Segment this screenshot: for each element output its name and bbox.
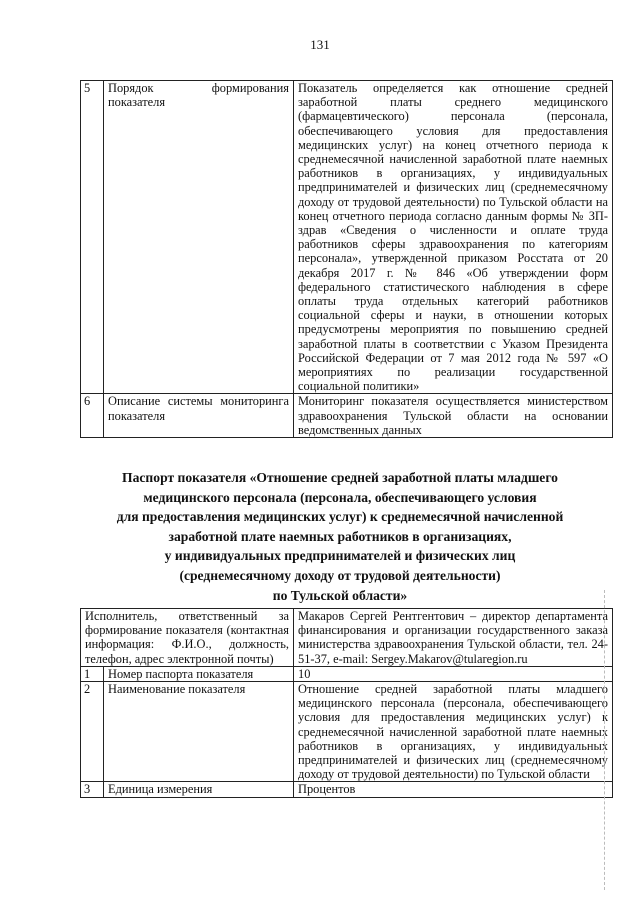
heading-line: (среднемесячному доходу от трудовой деятельности) xyxy=(179,567,501,583)
passport-table xyxy=(80,608,613,798)
table-row xyxy=(81,682,613,782)
scan-margin-line xyxy=(604,590,606,890)
table-row xyxy=(81,666,613,681)
table-row xyxy=(81,782,613,797)
row-label: Номер паспорта показателя xyxy=(104,666,294,681)
heading-line: заработной плате наемных работников в организациях, xyxy=(168,528,512,544)
row-label: Порядок формирования показателя xyxy=(104,81,294,394)
indicator-table-continued xyxy=(80,80,613,438)
row-text: Процентов xyxy=(294,782,613,797)
row-label: Единица измерения xyxy=(104,782,294,797)
heading-line: медицинского персонала (персонала, обеспечивающего условия xyxy=(143,489,537,505)
passport-heading xyxy=(60,468,620,605)
row-number: 2 xyxy=(81,682,104,782)
heading-line: у индивидуальных предпринимателей и физических лиц xyxy=(164,548,516,564)
table-row xyxy=(81,394,613,438)
heading-line: Паспорт показателя «Отношение средней заработной платы младшего xyxy=(122,470,558,485)
table-row xyxy=(81,609,613,667)
row-text: Мониторинг показателя осуществляется министерством здравоохранения Тульской области на основании ведомственных данных xyxy=(294,394,613,438)
row-text: Показатель определяется как отношение средней заработной платы среднего медицинского (фармацевтического) персонала (персонала, обеспечивающего условия для предоставления медицинских услуг) на конец отчетного периода к среднемесячной начисленной заработной плате наемных работников в организациях, у индивидуальных предпринимателей и физических лиц (среднемесячному доходу от трудовой деятельности) по Тульской области на конец отчетного периода согласно данным формы № ЗП-здрав «Сведения о численности и оплате труда работников сферы здравоохранения по категориям персонала», утвержденной приказом Росстата от 20 декабря 2017 г. № 846 «Об утверждении форм федерального статистического наблюдения в сфере оплаты труда отдельных категорий работников социальной сферы и науки, в отношении которых предусмотрены мероприятия по повышению средней заработной платы в соответствии с Указом Президента Российской Федерации от 7 мая 2012 года № 597 «О мероприятиях по реализации государственной социальной политики» xyxy=(294,81,613,394)
table-row xyxy=(81,81,613,394)
row-text: Отношение средней заработной платы младшего медицинского персонала (персонала, обеспечивающего условия для предоставления медицинских услуг) к среднемесячной начисленной заработной плате наемных работников в организациях, у индивидуальных предпринимателей и физических лиц (среднемесячному доходу от трудовой деятельности) по Тульской области xyxy=(294,682,613,782)
page-number: 131 xyxy=(310,37,330,52)
row-number: 3 xyxy=(81,782,104,797)
heading-line: по Тульской области» xyxy=(272,587,408,603)
heading-line: для предоставления медицинских услуг) к среднемесячной начисленной xyxy=(116,509,564,525)
row-number: 1 xyxy=(81,666,104,681)
executor-label: Исполнитель, ответственный за формирование показателя (контактная информация: Ф.И.О., должность, телефон, адрес электронной почты) xyxy=(81,609,294,667)
row-label: Наименование показателя xyxy=(104,682,294,782)
executor-text: Макаров Сергей Рентгентович – директор департамента финансирования и организации государственного заказа министерства здравоохранения Тульской области, тел. 24-51-37, e-mail: Sergey.Makarov@tularegion.ru xyxy=(294,609,613,667)
row-number: 5 xyxy=(81,81,104,394)
row-number: 6 xyxy=(81,394,104,438)
row-label: Описание системы мониторинга показателя xyxy=(104,394,294,438)
row-text: 10 xyxy=(294,666,613,681)
